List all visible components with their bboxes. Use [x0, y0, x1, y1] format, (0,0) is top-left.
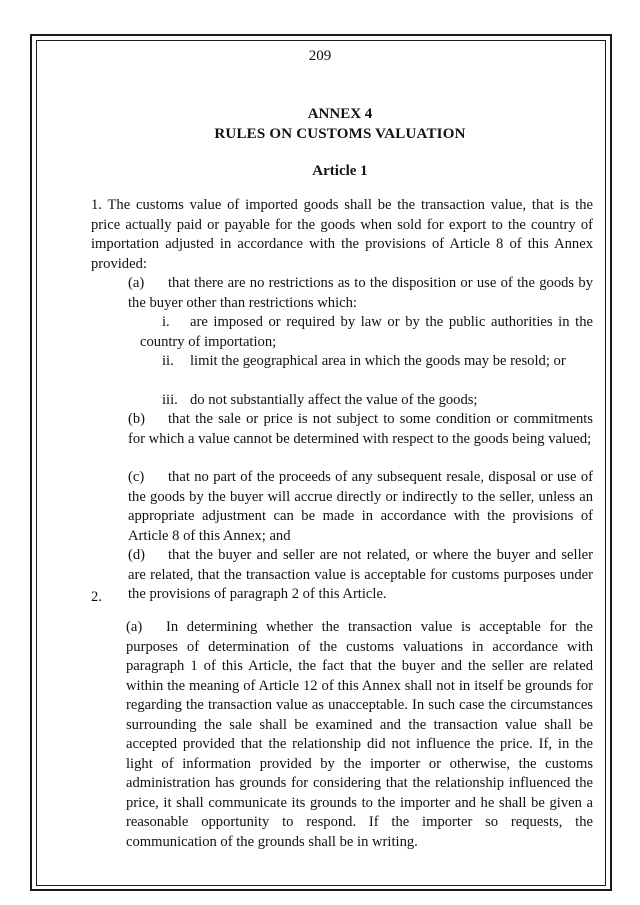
clause-text: that no part of the proceeds of any subsequent resale, disposal or use of the goods by the buyer will accrue directly or indirectly to the seller, unless an appropriate adjustment can be made in accordance with the provisions of Article 8 of this Annex; and [128, 469, 593, 544]
article-title: Article 1 [312, 163, 368, 179]
annex-subtitle: RULES ON CUSTOMS VALUATION [214, 126, 466, 142]
clause-1a-iii [140, 391, 593, 411]
clause-label: (a) [128, 275, 145, 291]
page-number: 209 [308, 48, 332, 64]
clause-label: iii. [162, 392, 178, 408]
clause-text: are imposed or required by law or by the public authorities in the country of importation; [140, 314, 593, 350]
clause-label: (b) [128, 411, 146, 427]
clause-1a-ii [140, 352, 593, 372]
clause-1a-i [140, 313, 593, 352]
clause-text: do not substantially affect the value of the goods; [190, 392, 478, 408]
clause-1b [128, 410, 593, 449]
clause-2a [126, 618, 593, 852]
clause-text: that there are no restrictions as to the disposition or use of the goods by the buyer other than restrictions which: [128, 275, 593, 311]
clause-label: i. [162, 314, 170, 330]
clause-label: (c) [128, 469, 145, 485]
clause-label: (d) [128, 547, 146, 563]
clause-label: (a) [126, 619, 143, 635]
clause-text: limit the geographical area in which the goods may be resold; or [190, 353, 566, 369]
clause-text: that the buyer and seller are not related, or where the buyer and seller are related, that the transaction value is acceptable for customs purposes under the provisions of paragraph 2 of this Article. [128, 547, 593, 602]
clause-text: In determining whether the transaction value is acceptable for the purposes of determination of the customs valuations in accordance with paragraph 1 of this Article, the fact that the buyer and the seller are related within the meaning of Article 12 of this Annex shall not in itself be grounds for regarding the transaction value as unacceptable. In such case the circumstances surrounding the sale shall be examined and the transaction value shall be accepted provided that the relationship did not influence the price. If, in the light of information provided by the importer or otherwise, the customs administration has grounds for considering that the relationship influenced the price, it shall communicate its grounds to the importer and he shall be given a reasonable opportunity to respond. If the importer so requests, the communication of the grounds shall be in writing. [126, 619, 593, 850]
annex-title: ANNEX 4 [307, 106, 373, 122]
clause-1c [128, 468, 593, 546]
clause-1a [128, 274, 593, 313]
paragraph-2-number: 2. [91, 589, 102, 605]
clause-text: that the sale or price is not subject to some condition or commitments for which a value cannot be determined with respect to the goods being valued; [128, 411, 593, 447]
paragraph-1: 1. The customs value of imported goods shall be the transaction value, that is the price actually paid or payable for the goods when sold for export to the country of importation adjusted in accordance with the provisions of Article 8 of this Annex provided: [91, 197, 593, 272]
clause-1d [128, 546, 593, 605]
clause-label: ii. [162, 353, 174, 369]
